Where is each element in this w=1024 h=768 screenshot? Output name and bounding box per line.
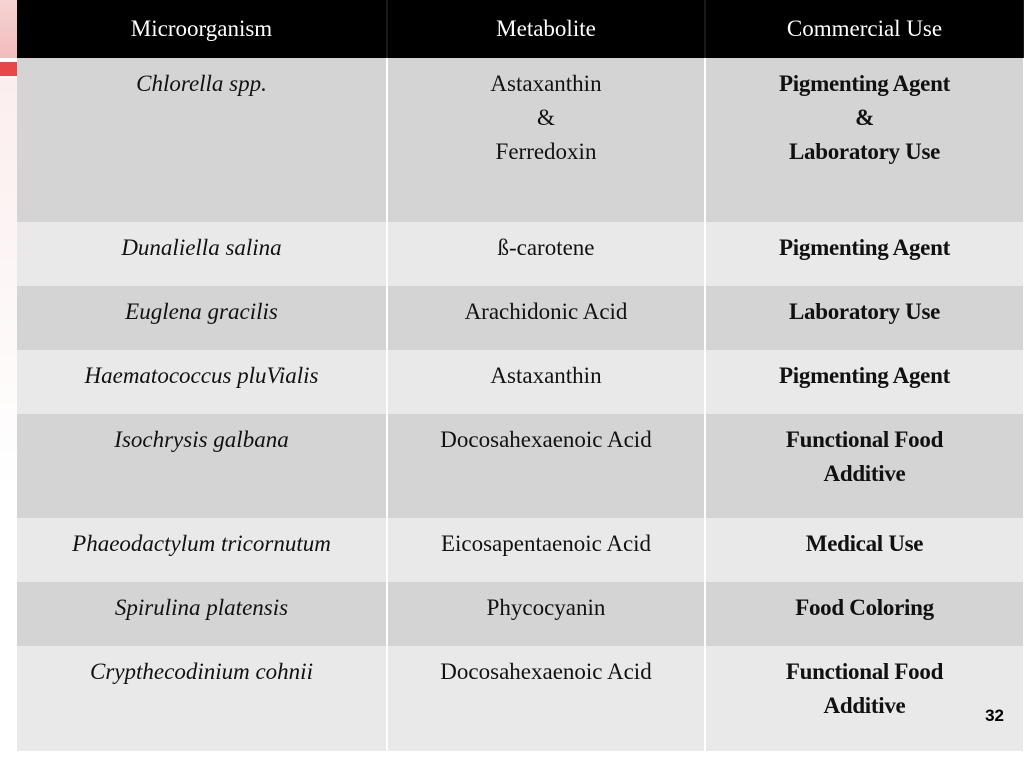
use-line: Food Coloring xyxy=(795,595,934,620)
metabolite-cell xyxy=(387,518,705,582)
use-cell xyxy=(705,414,1024,518)
organism-cell: Spirulina platensis xyxy=(17,582,387,646)
use-line: Pigmenting Agent xyxy=(779,71,950,96)
use-cell xyxy=(705,58,1024,222)
table-row xyxy=(17,58,1024,222)
use-cell xyxy=(705,582,1024,646)
metabolites-table xyxy=(17,0,1024,751)
organism-cell: Phaeodactylum tricornutum xyxy=(17,518,387,582)
metabolite-cell xyxy=(387,414,705,518)
table-row xyxy=(17,582,1024,646)
use-line: & xyxy=(855,105,874,130)
header-commercial-use: Commercial Use xyxy=(705,0,1024,58)
use-line: Laboratory Use xyxy=(788,299,941,324)
use-line: Additive xyxy=(823,693,906,718)
metabolite-line: Astaxanthin xyxy=(490,363,602,388)
organism-cell: Crypthecodinium cohnii xyxy=(17,646,387,751)
table-row xyxy=(17,286,1024,350)
use-line: Additive xyxy=(823,461,906,486)
use-cell xyxy=(705,350,1024,414)
metabolite-cell xyxy=(387,286,705,350)
metabolite-line: ß-carotene xyxy=(497,235,595,260)
header-row xyxy=(17,0,1024,58)
organism-cell: Dunaliella salina xyxy=(17,222,387,286)
metabolite-cell xyxy=(387,350,705,414)
table-row xyxy=(17,646,1024,751)
use-line: Pigmenting Agent xyxy=(779,363,950,388)
metabolite-line: Astaxanthin xyxy=(490,71,602,96)
metabolite-line: Eicosapentaenoic Acid xyxy=(440,531,652,556)
organism-cell: Euglena gracilis xyxy=(17,286,387,350)
header-microorganism: Microorganism xyxy=(17,0,387,58)
header-metabolite: Metabolite xyxy=(387,0,705,58)
page-number: 32 xyxy=(985,706,1004,725)
use-line: Laboratory Use xyxy=(788,139,941,164)
table-row xyxy=(17,414,1024,518)
organism-cell: Haematococcus pluVialis xyxy=(17,350,387,414)
metabolite-line: Phycocyanin xyxy=(486,595,606,620)
use-cell xyxy=(705,222,1024,286)
accent-bar-top xyxy=(0,0,17,58)
use-line: Medical Use xyxy=(805,531,924,556)
organism-cell: Chlorella spp. xyxy=(17,58,387,222)
table-row xyxy=(17,350,1024,414)
metabolite-line: Docosahexaenoic Acid xyxy=(440,427,652,452)
accent-bar-lower xyxy=(0,78,17,768)
metabolite-cell xyxy=(387,222,705,286)
organism-cell: Isochrysis galbana xyxy=(17,414,387,518)
metabolite-cell xyxy=(387,582,705,646)
accent-bar-red xyxy=(0,62,17,76)
table-row xyxy=(17,518,1024,582)
metabolite-line: Ferredoxin xyxy=(495,139,597,164)
use-cell xyxy=(705,518,1024,582)
table-row xyxy=(17,222,1024,286)
metabolite-cell xyxy=(387,646,705,751)
use-line: Functional Food xyxy=(785,427,944,452)
metabolite-line: Docosahexaenoic Acid xyxy=(440,659,652,684)
use-line: Functional Food xyxy=(785,659,944,684)
use-cell xyxy=(705,646,1024,751)
metabolite-line: Arachidonic Acid xyxy=(464,299,628,324)
use-cell xyxy=(705,286,1024,350)
metabolite-line: & xyxy=(537,105,555,130)
metabolite-cell xyxy=(387,58,705,222)
use-line: Pigmenting Agent xyxy=(779,235,950,260)
